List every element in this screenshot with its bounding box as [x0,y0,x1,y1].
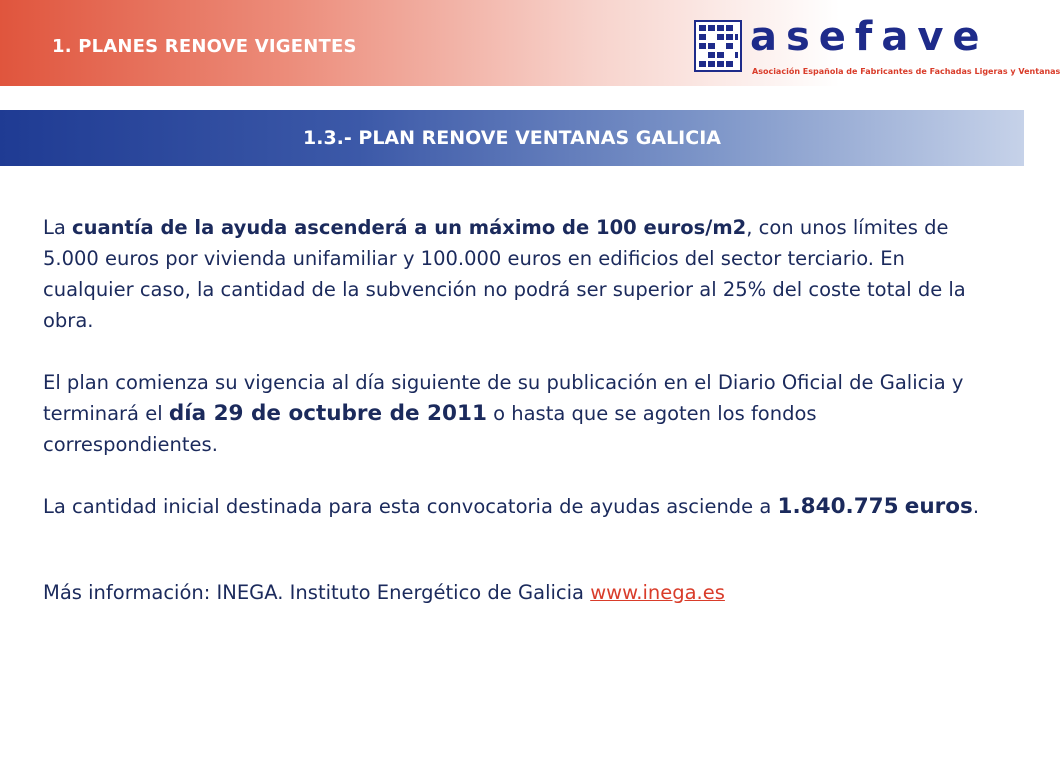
text-end: . [972,495,980,518]
budget-unit: euros [904,494,973,519]
paragraph-budget [43,491,993,522]
highlight-end-date: día 29 de octubre de 2011 [168,401,487,426]
section-title: 1. PLANES RENOVE VIGENTES [52,36,357,57]
logo-tagline: Asociación Española de Fabricantes de Fachadas Ligeras y Ventanas [752,67,1060,76]
budget-amount: 1.840.775 [777,494,899,519]
slide-content [43,212,993,608]
highlight-max-subsidy: cuantía de la ayuda ascenderá a un máximo de 100 euros/m2 [72,216,747,239]
header-bar [0,0,1060,86]
subsection-bar [0,110,1024,166]
text-lead: Más información: INEGA. Instituto Energético de Galicia [43,581,591,604]
text-lead: El plan comienza su vigencia al día siguiente de su publicación en el Diario Oficial de Galicia y terminará el [43,371,964,425]
text-lead: La [43,216,73,239]
subsection-title: 1.3.- PLAN RENOVE VENTANAS GALICIA [303,127,721,149]
paragraph-subsidy-amount [43,212,993,336]
paragraph-validity [43,367,993,460]
inega-link[interactable]: www.inega.es [590,581,725,604]
logo-wordmark: asefave [750,14,989,60]
text-rest: o hasta que se agoten los fondos correspondientes. [43,402,817,456]
logo-grid-icon [694,20,742,72]
paragraph-more-info [43,577,993,608]
asefave-logo [694,14,1060,80]
text-rest: , con unos límites de 5.000 euros por vivienda unifamiliar y 100.000 euros en edificios del sector terciario. En cualquier caso, la cantidad de la subvención no podrá ser superior al 25% del coste total de la obra. [43,216,966,332]
text-lead: La cantidad inicial destinada para esta convocatoria de ayudas asciende a [43,495,778,518]
